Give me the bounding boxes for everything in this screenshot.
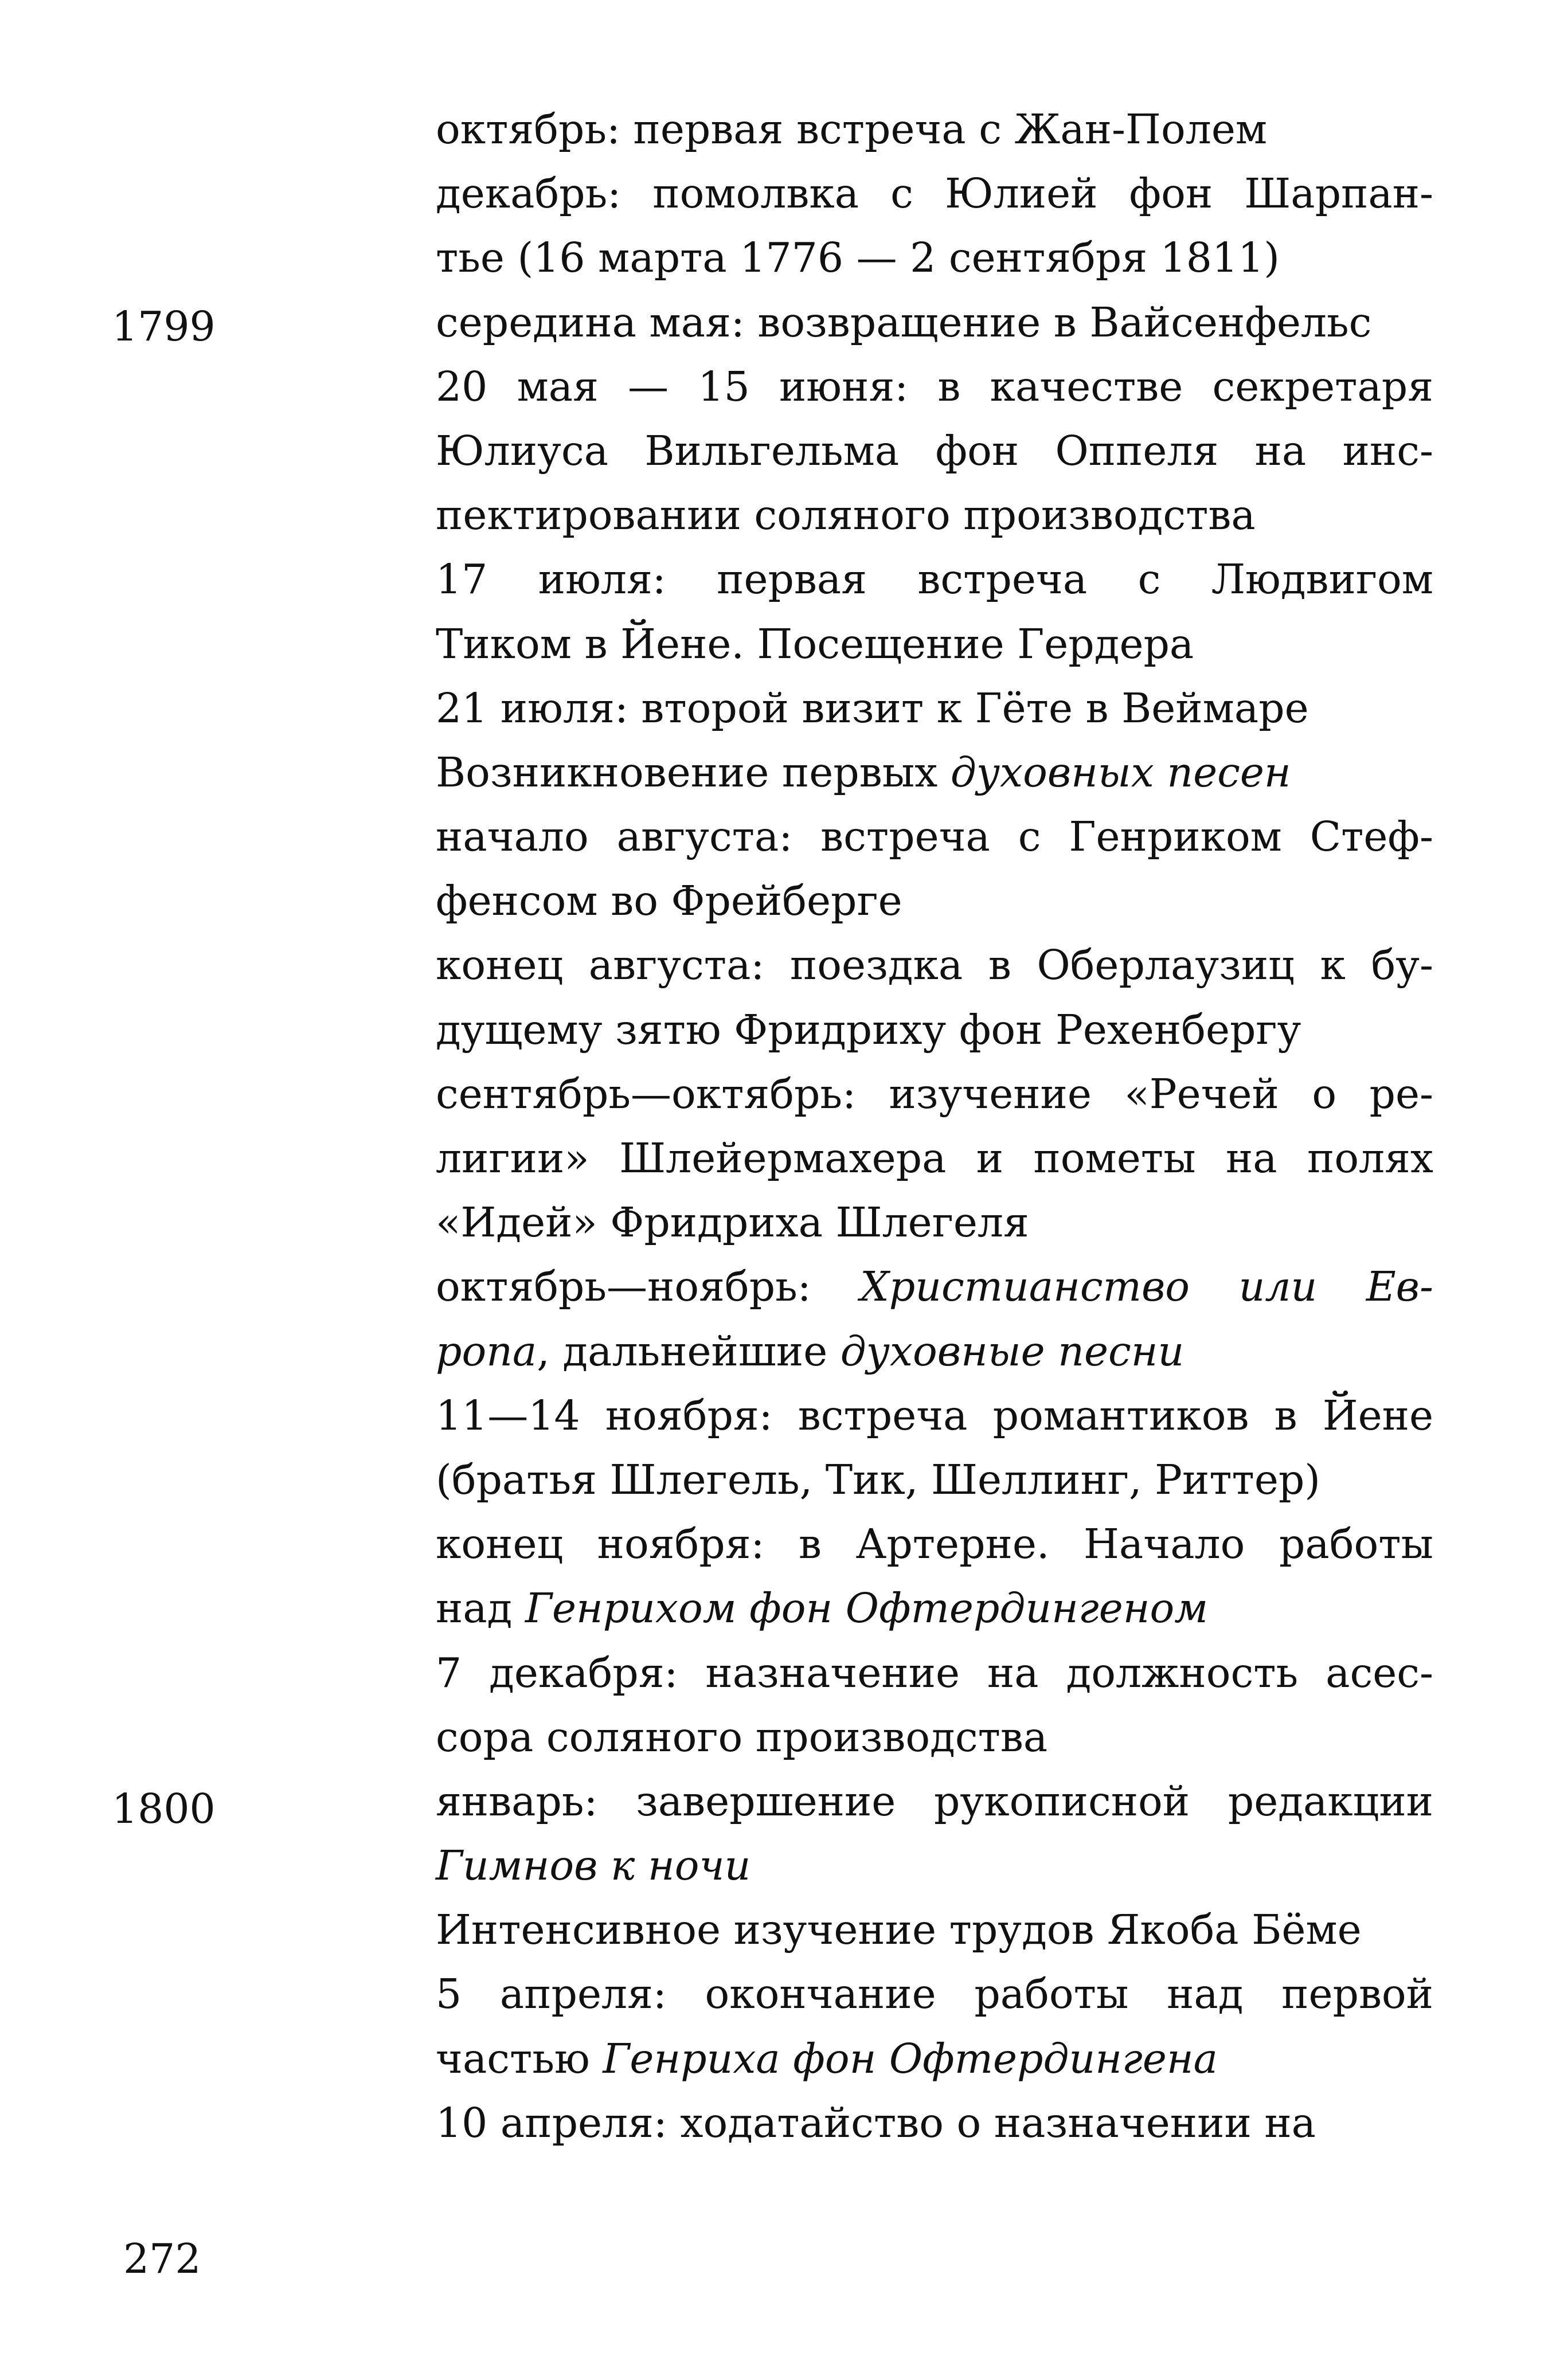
text-line — [436, 933, 1433, 997]
text-segment: 20 мая — 15 июня: в качестве секретаря — [436, 362, 1433, 410]
text-line — [436, 2027, 1433, 2091]
text-segment: сора соляного производства — [436, 1713, 1048, 1761]
page-number: 272 — [123, 2235, 201, 2283]
text-segment: середина мая: возвращение в Вайсенфельс — [436, 298, 1372, 346]
text-segment: (братья Шлегель, Тик, Шеллинг, Риттер) — [436, 1455, 1321, 1504]
text-line — [436, 547, 1433, 612]
text-line — [436, 2091, 1433, 2155]
italic-title: Христианство или Ев- — [860, 1263, 1433, 1311]
text-segment: 21 июля: второй визит к Гёте в Веймаре — [436, 684, 1309, 732]
italic-title: Генрихом фон Офтердингеном — [525, 1584, 1209, 1633]
text-line — [436, 1320, 1433, 1384]
text-line — [436, 1641, 1433, 1705]
text-segment: сентябрь—октябрь: изучение «Речей о ре- — [436, 1070, 1433, 1118]
text-segment: лигии» Шлейермахера и пометы на полях — [436, 1134, 1433, 1182]
italic-title: Генриха фон Офтердингена — [603, 2034, 1218, 2082]
year-label: 1800 — [112, 1785, 216, 1833]
text-line — [436, 1898, 1433, 1962]
italic-title: Гимнов к ночи — [436, 1842, 751, 1890]
text-segment: октябрь—ноябрь: — [436, 1263, 861, 1311]
text-line — [436, 97, 1433, 162]
text-line — [436, 162, 1433, 226]
text-segment: пектировании соляного производства — [436, 491, 1256, 539]
italic-title: духовные песни — [840, 1327, 1185, 1375]
text-segment: 7 декабря: назначение на должность асес- — [436, 1649, 1433, 1697]
text-line — [436, 998, 1433, 1062]
text-line — [436, 741, 1433, 805]
text-line — [436, 1255, 1433, 1319]
text-segment: Тиком в Йене. Посещение Гердера — [436, 620, 1194, 668]
text-segment: «Идей» Фридриха Шлегеля — [436, 1199, 1029, 1247]
text-segment: 5 апреля: окончание работы над первой — [436, 1970, 1433, 2018]
text-segment: январь: завершение рукописной редакции — [436, 1777, 1433, 1825]
text-segment: конец августа: поездка в Оберлаузиц к бу- — [436, 941, 1433, 989]
text-segment: , дальнейшие — [537, 1327, 841, 1375]
text-segment: частью — [436, 2034, 603, 2082]
text-segment: Юлиуса Вильгельма фон Оппеля на инс- — [436, 426, 1433, 475]
text-line — [436, 1705, 1433, 1770]
text-segment: конец ноября: в Артерне. Начало работы — [436, 1520, 1433, 1568]
text-segment: над — [436, 1584, 525, 1633]
text-line — [436, 1062, 1433, 1126]
text-line — [436, 612, 1433, 676]
text-line — [436, 419, 1433, 483]
text-line — [436, 869, 1433, 933]
text-line — [436, 1834, 1433, 1898]
text-segment: дущему зятю Фридриху фон Рехенбергу — [436, 1005, 1301, 1054]
italic-title: ропа — [436, 1327, 537, 1375]
text-line — [436, 1191, 1433, 1255]
text-line — [436, 805, 1433, 869]
text-segment: Интенсивное изучение трудов Якоба Бёме — [436, 1906, 1362, 1954]
text-line — [436, 676, 1433, 741]
text-line — [436, 1126, 1433, 1191]
text-segment: 10 апреля: ходатайство о назначении на — [436, 2099, 1316, 2147]
text-line — [436, 355, 1433, 419]
text-line — [436, 1384, 1433, 1448]
text-segment: Возникновение первых — [436, 748, 951, 796]
text-line — [436, 483, 1433, 547]
italic-title: духовных песен — [950, 748, 1291, 796]
text-segment: начало августа: встреча с Генриком Стеф- — [436, 813, 1433, 861]
text-segment: декабрь: помолвка с Юлией фон Шарпан- — [436, 170, 1433, 218]
text-segment: 11—14 ноября: встреча романтиков в Йене — [436, 1391, 1433, 1439]
text-line — [436, 1576, 1433, 1641]
text-segment: октябрь: первая встреча с Жан-Полем — [436, 105, 1268, 153]
text-line — [436, 1962, 1433, 2026]
text-line — [436, 291, 1433, 355]
chronology-text — [436, 97, 1433, 2155]
text-line — [436, 1448, 1433, 1512]
text-segment: фенсом во Фрейберге — [436, 877, 902, 925]
text-segment: 17 июля: первая встреча с Людвигом — [436, 555, 1433, 604]
text-line — [436, 1512, 1433, 1576]
text-line — [436, 1770, 1433, 1834]
year-label: 1799 — [112, 303, 216, 350]
text-line — [436, 226, 1433, 290]
text-segment: тье (16 марта 1776 — 2 сентября 1811) — [436, 234, 1280, 282]
